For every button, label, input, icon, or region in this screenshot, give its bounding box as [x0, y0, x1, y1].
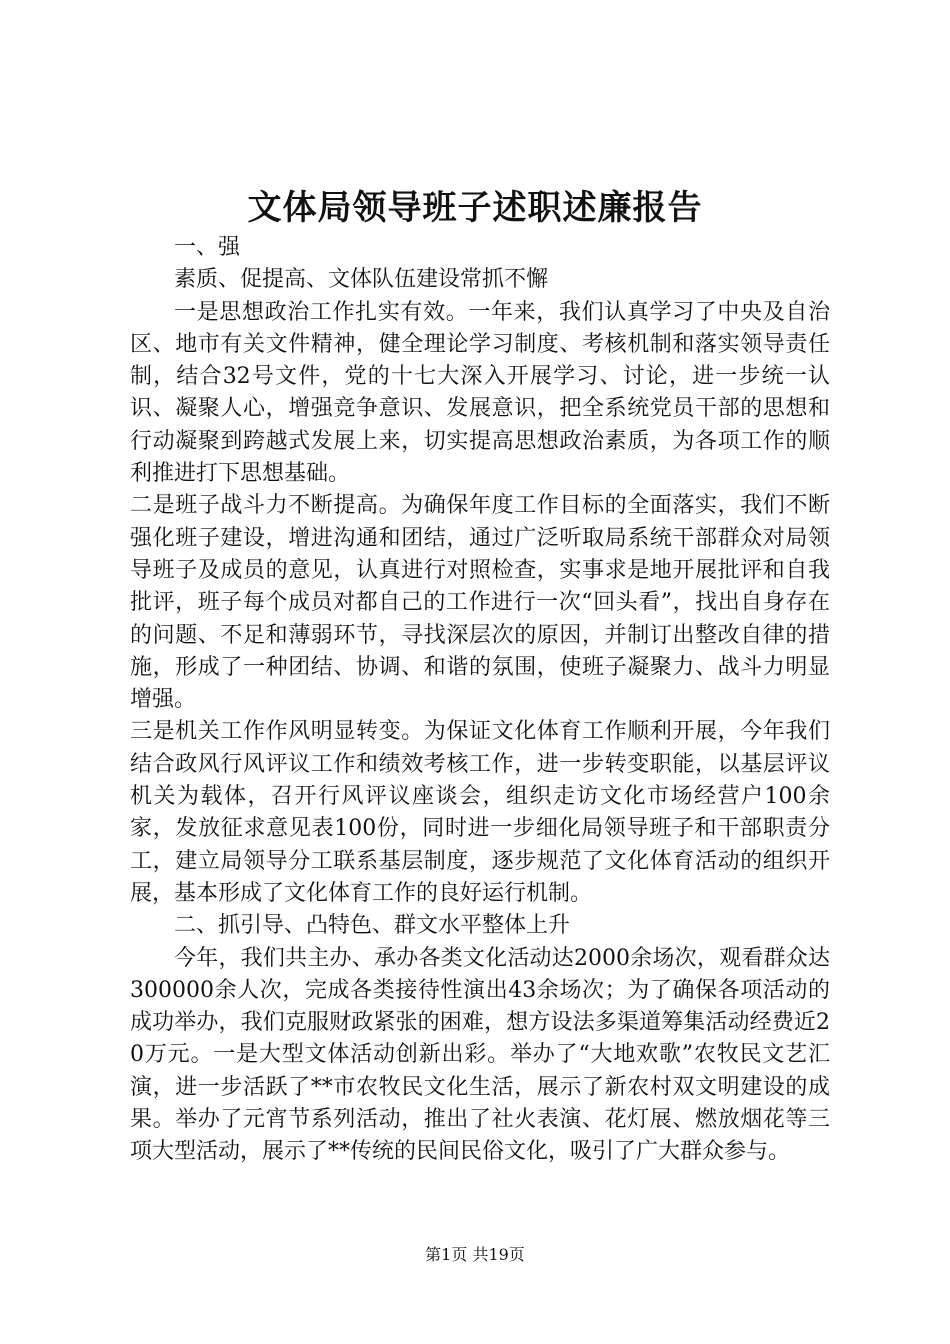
document-body — [130, 232, 830, 1169]
paragraph-work-style: 三是机关工作作风明显转变。为保证文化体育工作顺利开展，今年我们结合政风行风评议工作和绩效考核工作，进一步转变职能，以基层评议机关为载体，召开行风评议座谈会，组织走访文化市场经营户100余家，发放征求意见表100份，同时进一步细化局领导班子和干部职责分工，建立局领导分工联系基层制度，逐步规范了文化体育活动的组织开展，基本形成了文化体育工作的良好运行机制。 — [130, 719, 830, 906]
paragraph-ideology-work: 一是思想政治工作扎实有效。一年来，我们认真学习了中央及自治区、地市有关文件精神，健全理论学习制度、考核机制和落实领导责任制，结合32号文件，党的十七大深入开展学习、讨论，进一步统一认识、凝聚人心，增强竞争意识、发展意识，把全系统党员干部的思想和行动凝聚到跨越式发展上来，切实提高思想政治素质，为各项工作的顺利推进打下思想基础。 — [130, 299, 830, 487]
paragraph-heading-1b: 素质、促提高、文体队伍建设常抓不懈 — [174, 267, 549, 293]
paragraph-heading-1a: 一、强 — [174, 235, 241, 260]
page-number-footer: 第1页 共19页 — [425, 1245, 525, 1264]
paragraph-heading-2: 二、抓引导、凸特色、群文水平整体上升 — [174, 913, 571, 939]
paragraph-cultural-activities: 今年，我们共主办、承办各类文化活动达2000余场次，观看群众达300000余人次，完成各类接待性演出43余场次；为了确保各项活动的成功举办，我们克服财政紧张的困难，想方设法多渠道筹集活动经费近20万元。一是大型文体活动创新出彩。举办了“大地欢歌”农牧民文艺汇演，进一步活跃了**市农牧民文化生活，展示了新农村双文明建设的成果。举办了元宵节系列活动，推出了社火表演、花灯展、燃放烟花等三项大型活动，展示了**传统的民间民俗文化，吸引了广大群众参与。 — [130, 945, 830, 1165]
document-title: 文体局领导班子述职述廉报告 — [247, 188, 703, 228]
paragraph-team-strength: 二是班子战斗力不断提高。为确保年度工作目标的全面落实，我们不断强化班子建设，增进沟通和团结，通过广泛听取局系统干部群众对局领导班子及成员的意见，认真进行对照检查，实事求是地开展批评和自我批评，班子每个成员对都自己的工作进行一次“回头看”，找出自身存在的问题、不足和薄弱环节，寻找深层次的原因，并制订出整改自律的措施，形成了一种团结、协调、和谐的氛围，使班子凝聚力、战斗力明显增强。 — [130, 493, 830, 713]
